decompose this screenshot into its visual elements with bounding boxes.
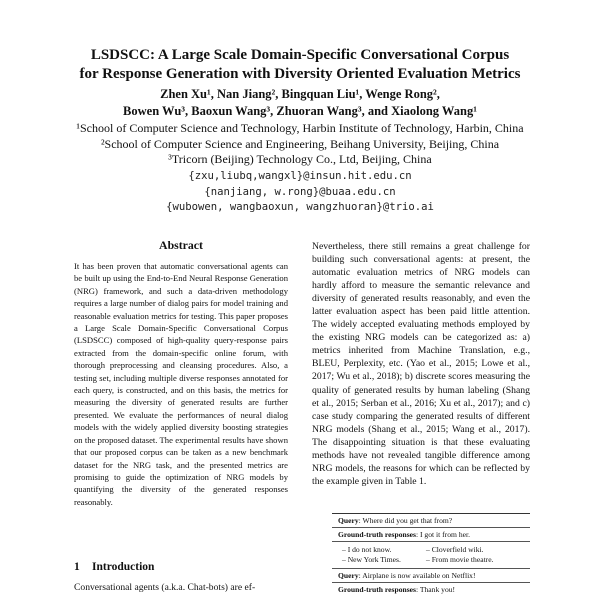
query-text: : Where did you get that from? <box>358 516 453 525</box>
responses-grid <box>332 542 530 569</box>
response-cell: – From movie theatre. <box>426 555 494 564</box>
affiliation-1: ¹School of Computer Science and Technology, Harbin Institute of Technology, Harbin, China <box>76 121 524 135</box>
ground-truth-label: Ground-truth responses <box>338 530 416 539</box>
title-line-1: LSDSCC: A Large Scale Domain-Specific Conversational Corpus <box>90 47 510 63</box>
ground-truth-label: Ground-truth responses <box>338 585 416 594</box>
authors-line-2: Bowen Wu³, Baoxun Wang³, Zhuoran Wang³, and Xiaolong Wang¹ <box>123 104 477 118</box>
introduction-text: Conversational agents (a.k.a. Chat-bots) are ef- <box>74 582 256 593</box>
section-number: 1 <box>74 561 80 573</box>
response-cell: – I do not know. <box>342 545 392 554</box>
email-line-3: {wubowen, wangbaoxun, wangzhuoran}@trio.ai <box>166 201 434 213</box>
abstract-text: It has been proven that automatic conversational agents can be built up using the End-to-End Neural Response Generation (NRG) framework, and such a data-driven methodology requires a large number of dialog pairs for model training and reasonable evaluation metrics for testing. This paper proposes a Large Scale Domain-Specific Conversational Corpus (LSDSCC) composed of high-quality query-response pairs extracted from the domain-specific online forum, with thorough preprocessing and cleansing procedures. Also, a testing set, including multiple diverse responses annotated for each query, is constructed, and on this basis, the metrics for measuring the diversity of generated results are further presented. We evaluate the performances of neural dialog models with the widely applied diversity boosting strategies on the proposed dataset. The experimental results have shown that our proposed corpus can be taken as a new benchmark dataset for the NRG task, and the presented metrics are promising to guide the optimization of NRG models by quantifying the diversity of the generated responses reasonably. <box>74 261 288 507</box>
response-cell: – New York Times. <box>342 555 401 564</box>
author-emails <box>40 169 560 216</box>
abstract-section <box>74 238 288 508</box>
query-text: : Airplane is now available on Netflix! <box>358 571 476 580</box>
affiliations <box>40 121 560 168</box>
paper-title <box>40 46 560 84</box>
abstract-heading: Abstract <box>159 238 203 252</box>
email-line-1: {zxu,liubq,wangxl}@insun.hit.edu.cn <box>188 170 412 182</box>
author-list <box>40 86 560 120</box>
authors-line-1: Zhen Xu¹, Nan Jiang², Bingquan Liu¹, Wenge Rong², <box>160 87 440 101</box>
title-line-2: for Response Generation with Diversity Oriented Evaluation Metrics <box>79 66 521 82</box>
section-title: Introduction <box>92 561 155 573</box>
affiliation-3: ³Tricorn (Beijing) Technology Co., Ltd, Beijing, China <box>168 152 432 166</box>
query-label: Query <box>338 516 359 525</box>
example-table <box>332 513 530 596</box>
ground-truth-text: : I got it from her. <box>416 530 470 539</box>
right-column <box>312 240 530 488</box>
ground-truth-text: : Thank you! <box>416 585 456 594</box>
introduction-heading <box>74 561 154 573</box>
query-row-2 <box>332 569 530 583</box>
response-cell: – Cloverfield wiki. <box>426 545 484 554</box>
query-row-1 <box>332 514 530 528</box>
ground-truth-row-1 <box>332 528 530 542</box>
email-line-2: {nanjiang, w.rong}@buaa.edu.cn <box>204 185 396 198</box>
affiliation-2: ²School of Computer Science and Engineering, Beihang University, Beijing, China <box>100 136 500 151</box>
query-label: Query <box>338 571 359 580</box>
right-column-paragraph: Nevertheless, there still remains a great challenge for building such conversational agents: at present, the automatic evaluation metrics of NRG models can hardly afford to measure the semantic relevance and diversity of generated results reasonably, and even the latter evaluation aspect has been paid little attention. The widely accepted evaluating methods employed by the existing NRG models can be categorized as: a) metrics inherited from Machine Translation, e.g., BLEU, Perplexity, etc. (Yao et al., 2015; Lowe et al., 2017; Wu et al., 2018); b) discrete scores measuring the quality of generated results by human labeling (Shang et al., 2015; Serban et al., 2016; Xu et al., 2017); and c) case study comparing the generated results of different NRG models (Shang et al., 2015; Wang et al., 2017). The disappointing situation is that these evaluating methods have not revealed tangible difference among NRG models, the reasons for which can be reflected by the example given in Table 1. <box>312 241 530 487</box>
ground-truth-row-2 <box>332 583 530 596</box>
